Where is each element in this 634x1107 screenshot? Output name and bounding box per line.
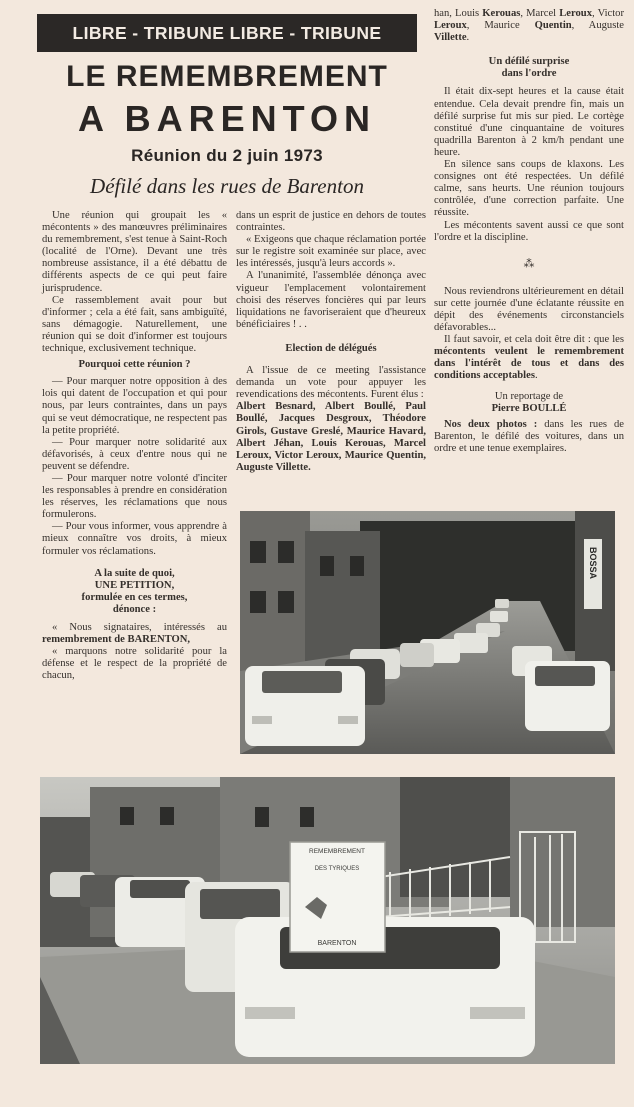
heading-line: Un défilé surprise [488, 56, 570, 68]
photo-caption [434, 419, 624, 455]
photo-illustration [40, 777, 615, 1064]
text: , Marcel [520, 8, 560, 19]
paragraph: — Pour marquer notre solidarité aux défavorisés, à ceux d'entre nous qui ne peuvent se défendre. [42, 436, 227, 472]
section-banner: LIBRE - TRIBUNE LIBRE - TRIBUNE [37, 14, 417, 52]
deck-line: Défilé dans les rues de Barenton [90, 174, 364, 198]
paragraph: dans un esprit de justice en dehors de toutes contraintes. [236, 210, 426, 234]
name: Kerouas [482, 8, 521, 19]
photo-illustration [240, 511, 615, 754]
headline-line-2: A BARENTON [77, 98, 376, 139]
byline-line: Un reportage de [494, 390, 564, 402]
paragraph: Les mécontents savent aussi ce que sont l'ordre et la discipline. [434, 219, 624, 243]
emphasis: remembrement de BARENTON, [42, 634, 191, 646]
paragraph: Ce rassemblement avait pour but d'informer ; cela a été fait, sans ambiguïté, sans démagogie. Naturellement, une réunion qui se doit d'informer est toujours technique, exclusivement technique. [42, 294, 227, 355]
paragraph: Nous reviendrons ultérieurement en détail sur cette journée d'une éclatante réussite en dépit des événements circonstanciels défavorables... [434, 285, 624, 334]
petition-line: UNE PETITION, [94, 579, 175, 591]
article-column-1 [42, 210, 227, 682]
names-continued [434, 8, 624, 44]
text: , Auguste [571, 20, 624, 32]
article-column-2 [236, 210, 426, 474]
caption-lead: Nos deux photos : [444, 418, 538, 430]
text: , Maurice [466, 20, 535, 32]
petition-line: A la suite de quoi, [94, 567, 175, 579]
text: , Victor [592, 8, 624, 19]
petition-line: dénonce : [112, 603, 157, 615]
text: « Nous signataires, intéressés au [52, 622, 227, 633]
paragraph: A l'unanimité, l'assemblée dénonça avec vigueur l'emplacement volontairement choisi des réserves foncières qui par leurs liquidations ne favoriseraient que d'heureux bénéficiaires ! . . [236, 270, 426, 330]
section-heading: Election de délégués [285, 342, 377, 354]
paragraph: En silence sans coups de klaxons. Les consignes ont été respectées. Un défilé calme, sans heurts. Une réunion toujours contrôlée, d'une correction parfaite. Une réussite. [434, 159, 624, 219]
subheadline: Réunion du 2 juin 1973 [131, 146, 323, 165]
section-heading [434, 56, 624, 80]
article-column-3 [434, 8, 624, 455]
paragraph: « marquons notre solidarité pour la défense et le respect de la propriété de chacun, [42, 646, 227, 682]
photo-street-cars-1 [240, 511, 615, 754]
caption-text: dans les rues de Barenton, le défilé des voitures, dans un ordre et une tenue exemplaires. [434, 418, 624, 454]
emphasis: mécontents veulent le remembrement dans l'intérêt de tous et dans des conditions acceptables [434, 346, 624, 382]
text: . [534, 370, 538, 382]
paragraph: Une réunion qui groupait les « mécontents » des manœuvres préliminaires du remembrement, s'est tenue à Saint-Roch (localité de l'Orne). Devant une très nombreuse assistance, il a été débattu de différents aspects de ce qui peut faire jurisprudence. [42, 210, 227, 294]
petition-heading [42, 568, 227, 616]
headline-line-1: LE REMEMBREMENT [66, 60, 388, 93]
placard-mid-text: DES TYRIQUES [314, 866, 360, 872]
elected-names: Albert Besnard, Albert Boullé, Paul Boullé, Jacques Desgroux, Théodore Girols, Gustave Greslé, Maurice Havard, Albert Jéhan, Louis Kerouas, Marcel Leroux, Victor Leroux, Maurice Quentin, Auguste Villette. [236, 401, 426, 473]
name: Quentin [534, 20, 572, 32]
paragraph: — Pour marquer notre volonté d'inciter les responsables à prendre en considération les réserves, les réclamations que nous formulerons. [42, 472, 227, 521]
paragraph: — Pour marquer notre opposition à des lois qui datent de l'occupation et qui pour nous, par leurs contraintes, dans un pays qui se veut démocratique, ne respectent pas la petite propriété. [42, 376, 227, 436]
author-name: Pierre BOULLÉ [491, 402, 567, 414]
name: Leroux [434, 20, 467, 32]
byline [434, 391, 624, 415]
paragraph [42, 622, 227, 646]
separator-asterism: ⁂ [523, 257, 535, 270]
name: Villette [434, 32, 467, 44]
paragraph: A l'issue de ce meeting l'assistance demanda un vote pour appuyer les revendications des mécontents. Furent élus : [236, 365, 426, 401]
paragraph: « Exigeons que chaque réclamation portée sur le registre soit examinée sur place, avec les intéressés, jusqu'à leurs accords ». [236, 234, 426, 270]
name: Leroux [559, 8, 592, 19]
placard-bottom-text: BARENTON [317, 940, 357, 947]
paragraph [434, 334, 624, 382]
paragraph: Il était dix-sept heures et la cause était entendue. Cela devait prendre fin, mais un défilé surprise fut mis sur pied. Le cortège constitué d'une cinquantaine de voitures quadrilla Barenton à 2 km/h pendant une heure. [434, 86, 624, 158]
photo-street-cars-2 [40, 777, 615, 1064]
paragraph: — Pour vous informer, vous apprendre à mieux connaître vos droits, à mieux formuler vos réclamations. [42, 521, 227, 557]
petition-line: formulée en ces termes, [81, 591, 188, 603]
text: han, Louis [434, 8, 483, 19]
section-heading: Pourquoi cette réunion ? [78, 359, 191, 371]
placard-top-text: REMEMBREMENT [309, 848, 365, 855]
text: Il faut savoir, et cela doit être dit : que les [444, 334, 624, 346]
heading-line: dans l'ordre [501, 68, 557, 80]
text: . [466, 32, 470, 44]
shop-sign-text: BOSSA [588, 547, 598, 580]
